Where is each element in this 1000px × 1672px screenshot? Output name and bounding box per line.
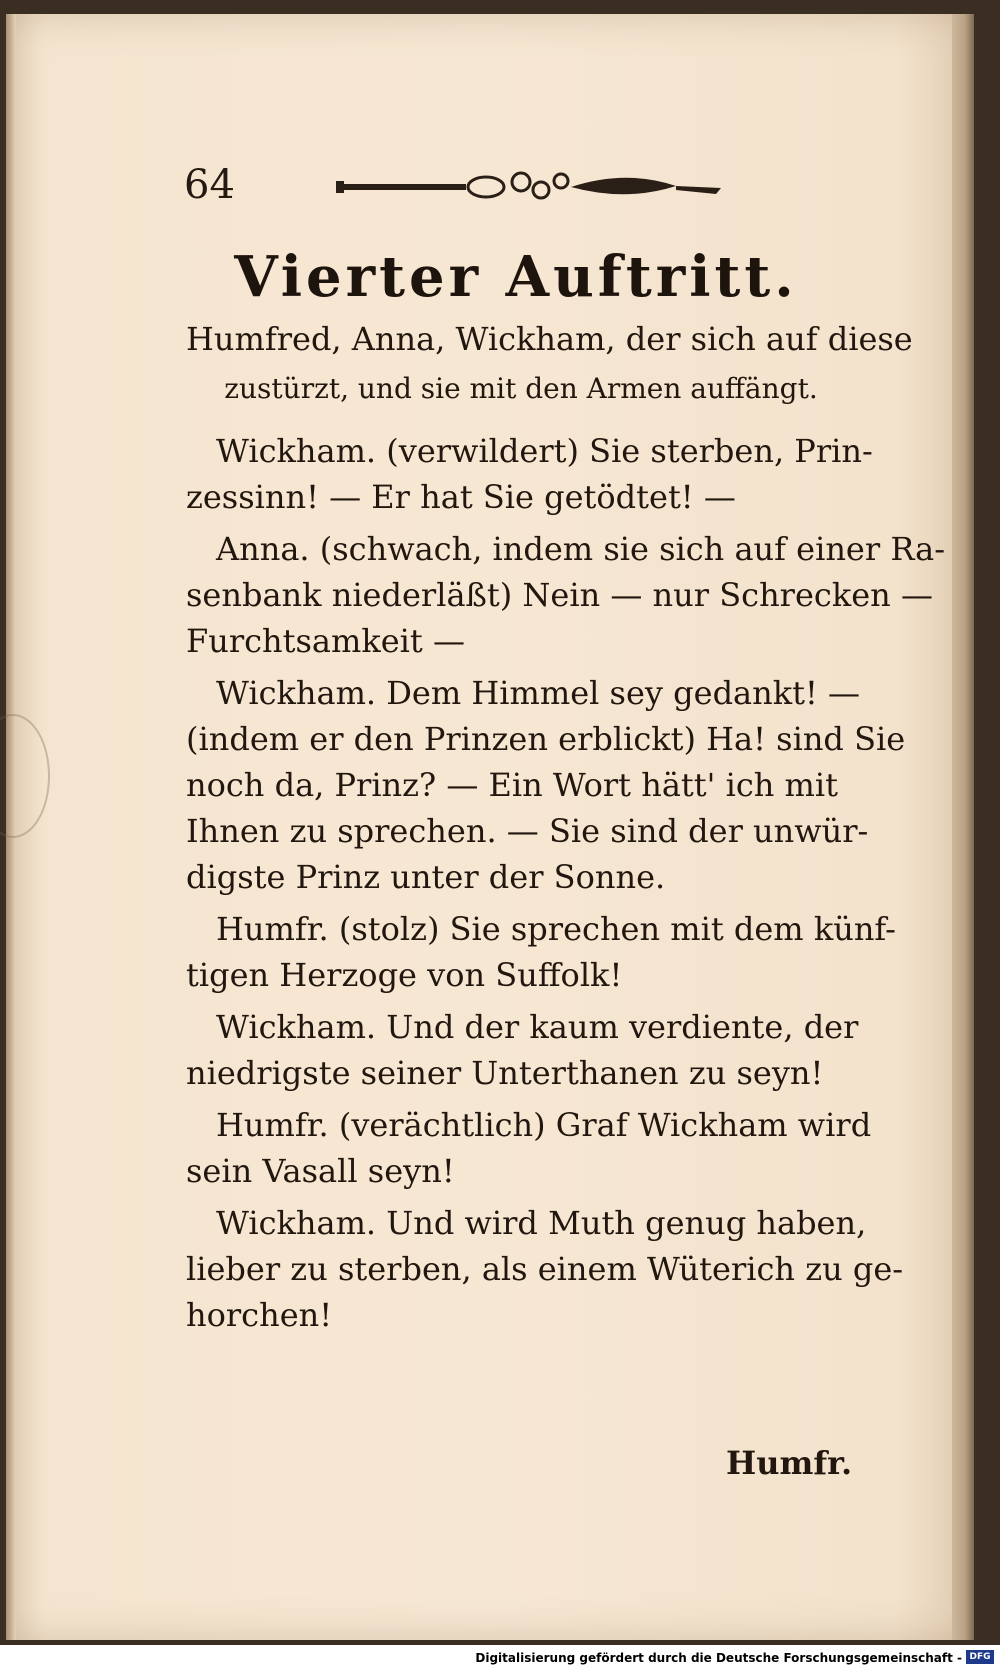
text-line: Wickham. Dem Himmel sey gedankt! — [216, 674, 861, 712]
text-line: Anna. (schwach, indem sie sich auf einer Ra- [216, 530, 946, 568]
text-line: (indem er den Prinzen erblickt) Ha! sind Sie [186, 720, 906, 758]
text-line: Ihnen zu sprechen. — Sie sind der unwür- [186, 812, 869, 850]
dfg-logo-icon: DFG [966, 1650, 994, 1664]
text-line: zessinn! — Er hat Sie getödtet! — [186, 478, 736, 516]
scene-heading: Vierter Auftritt. [234, 244, 798, 310]
text-line: Wickham. Und wird Muth genug haben, [216, 1204, 867, 1242]
text-line: horchen! [186, 1296, 333, 1334]
text-line: senbank niederläßt) Nein — nur Schrecken — [186, 576, 933, 614]
text-line: Furchtsamkeit — [186, 622, 465, 660]
text-line: digste Prinz unter der Sonne. [186, 858, 666, 896]
stage-direction-line: Humfred, Anna, Wickham, der sich auf diese [186, 320, 913, 358]
catchword: Humfr. [726, 1444, 853, 1482]
stage-direction-line: zustürzt, und sie mit den Armen auffängt. [224, 372, 818, 405]
text-line: tigen Herzoge von Suffolk! [186, 956, 623, 994]
text-line: Wickham. Und der kaum verdiente, der [216, 1008, 859, 1046]
footer [0, 1645, 1000, 1672]
text-line: Humfr. (stolz) Sie sprechen mit dem künf- [216, 910, 896, 948]
text-block [6, 14, 974, 1640]
text-line: lieber zu sterben, als einem Wüterich zu ge- [186, 1250, 904, 1288]
text-line: Wickham. (verwildert) Sie sterben, Prin- [216, 432, 873, 470]
ornament-icon [336, 164, 726, 210]
page-number: 64 [184, 162, 235, 208]
book-page [6, 14, 974, 1640]
text-line: noch da, Prinz? — Ein Wort hätt' ich mit [186, 766, 838, 804]
text-line: Humfr. (verächtlich) Graf Wickham wird [216, 1106, 872, 1144]
text-line: niedrigste seiner Unterthanen zu seyn! [186, 1054, 824, 1092]
text-line: sein Vasall seyn! [186, 1152, 455, 1190]
footer-credit: Digitalisierung gefördert durch die Deutsche Forschungsgemeinschaft - [475, 1651, 962, 1665]
